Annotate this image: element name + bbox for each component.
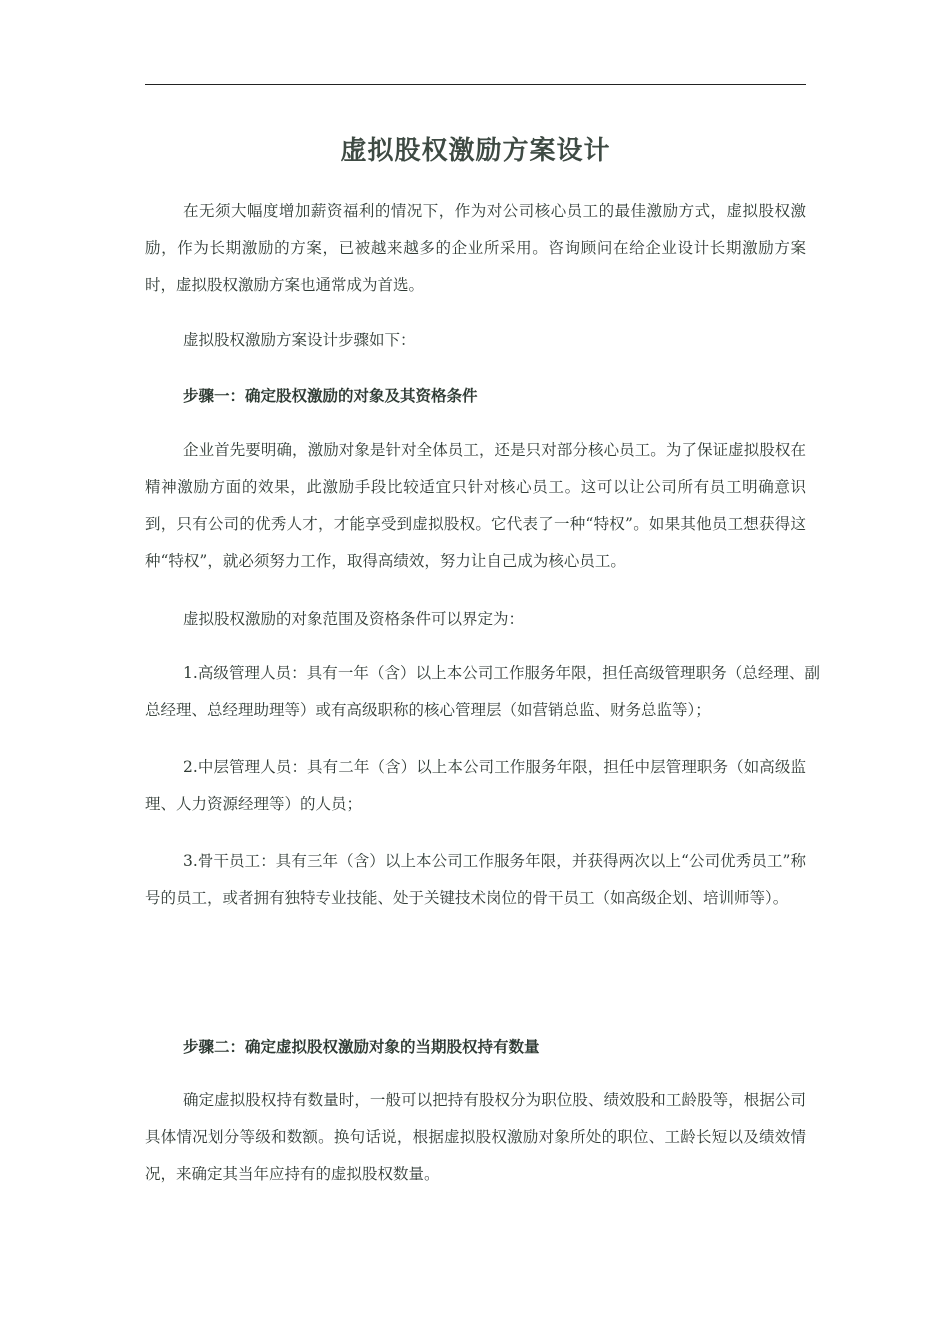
page-title: 虚拟股权激励方案设计 [340, 136, 611, 166]
item-1-paragraph: 1.高级管理人员：具有一年（含）以上本公司工作服务年限，担任高级管理职务（总经理、副总经理、总经理助理等）或有高级职称的核心管理层（如营销总监、财务总监等）； [145, 664, 820, 719]
step2-body-paragraph: 确定虚拟股权持有数量时，一般可以把持有股权分为职位股、绩效股和工龄股等，根据公司具体情况划分等级和数额。换句话说，根据虚拟股权激励对象所处的职位、工龄长短以及绩效情况，来确定其当年应持有的虚拟股权数量。 [145, 1091, 806, 1183]
steps-lead-paragraph: 虚拟股权激励方案设计步骤如下： [183, 331, 416, 349]
intro-paragraph: 在无须大幅度增加薪资福利的情况下，作为对公司核心员工的最佳激励方式，虚拟股权激励，作为长期激励的方案，已被越来越多的企业所采用。咨询顾问在给企业设计长期激励方案时，虚拟股权激励方案也通常成为首选。 [145, 202, 806, 294]
item-2-paragraph: 2.中层管理人员：具有二年（含）以上本公司工作服务年限，担任中层管理职务（如高级监理、人力资源经理等）的人员； [145, 758, 806, 813]
step1-body-paragraph: 企业首先要明确，激励对象是针对全体员工，还是只对部分核心员工。为了保证虚拟股权在精神激励方面的效果，此激励手段比较适宜只针对核心员工。这可以让公司所有员工明确意识到，只有公司的优秀人才，才能享受到虚拟股权。它代表了一种“特权”。如果其他员工想获得这种“特权”，就必须努力工作，取得高绩效，努力让自己成为核心员工。 [145, 441, 806, 570]
top-rule [145, 84, 806, 85]
step2-heading: 步骤二：确定虚拟股权激励对象的当期股权持有数量 [183, 1037, 540, 1056]
step1-heading: 步骤一：确定股权激励的对象及其资格条件 [183, 386, 478, 405]
scope-lead-paragraph: 虚拟股权激励的对象范围及资格条件可以界定为： [183, 610, 525, 628]
item-3-paragraph: 3.骨干员工：具有三年（含）以上本公司工作服务年限，并获得两次以上“公司优秀员工”称号的员工，或者拥有独特专业技能、处于关键技术岗位的骨干员工（如高级企划、培训师等）。 [145, 852, 806, 907]
